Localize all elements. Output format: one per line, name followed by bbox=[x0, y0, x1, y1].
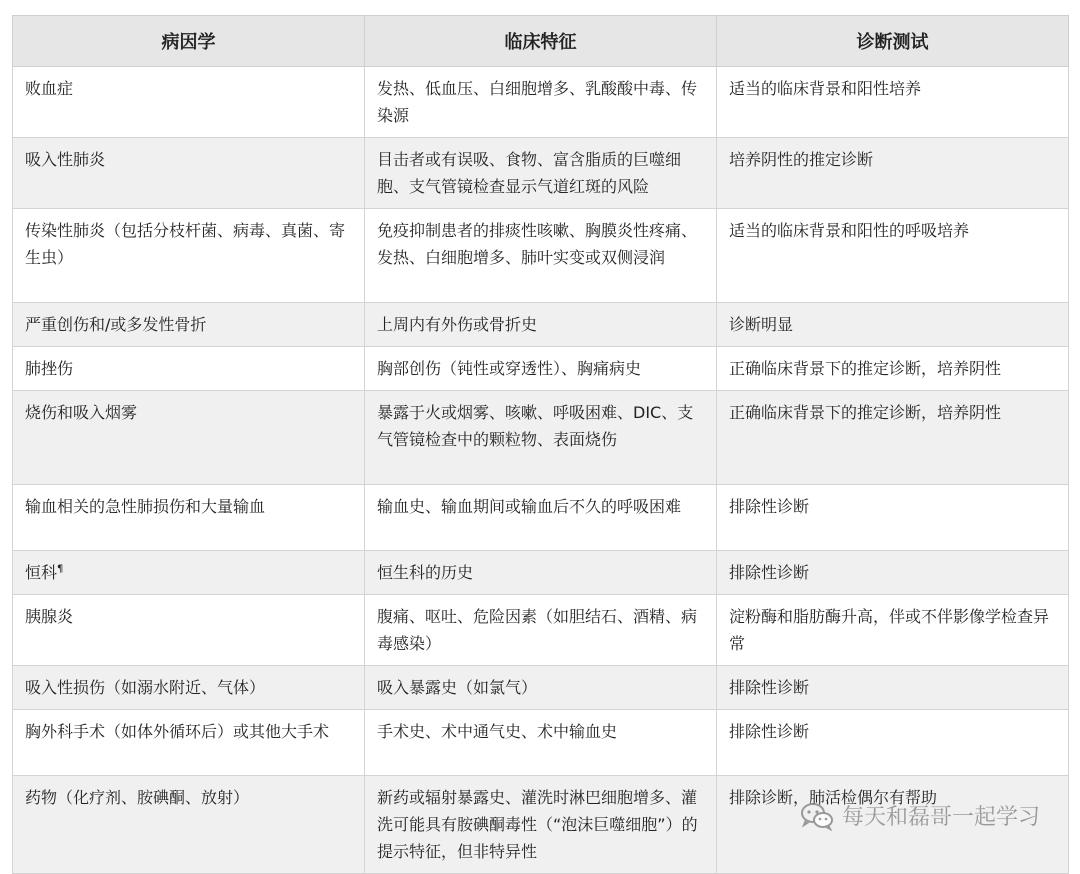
cell-etiology: 吸入性损伤（如溺水附近、气体） bbox=[13, 666, 365, 710]
cell-etiology: 传染性肺炎（包括分枝杆菌、病毒、真菌、寄生虫） bbox=[13, 209, 365, 303]
cell-test: 淀粉酶和脂肪酶升高，伴或不伴影像学检查异常 bbox=[717, 595, 1069, 666]
cell-etiology: 严重创伤和/或多发性骨折 bbox=[13, 303, 365, 347]
watermark-text: 每天和磊哥一起学习 bbox=[841, 805, 1040, 830]
cell-features: 免疫抑制患者的排痰性咳嗽、胸膜炎性疼痛、发热、白细胞增多、肺叶实变或双侧浸润 bbox=[365, 209, 717, 303]
cell-features: 腹痛、呕吐、危险因素（如胆结石、酒精、病毒感染） bbox=[365, 595, 717, 666]
cell-test: 排除性诊断 bbox=[717, 666, 1069, 710]
cell-etiology: 败血症 bbox=[13, 67, 365, 138]
cell-test: 排除性诊断 bbox=[717, 551, 1069, 595]
table-row bbox=[13, 485, 1069, 551]
header-clinical-features: 临床特征 bbox=[365, 16, 717, 67]
cell-features: 上周内有外伤或骨折史 bbox=[365, 303, 717, 347]
cell-test: 诊断明显 bbox=[717, 303, 1069, 347]
cell-test: 适当的临床背景和阳性的呼吸培养 bbox=[717, 209, 1069, 303]
table-header-row bbox=[13, 16, 1069, 67]
table-row bbox=[13, 595, 1069, 666]
table-row bbox=[13, 347, 1069, 391]
cell-features: 输血史、输血期间或输血后不久的呼吸困难 bbox=[365, 485, 717, 551]
cell-test: 适当的临床背景和阳性培养 bbox=[717, 67, 1069, 138]
table-row bbox=[13, 391, 1069, 485]
cell-etiology: 胸外科手术（如体外循环后）或其他大手术 bbox=[13, 710, 365, 776]
cell-features: 胸部创伤（钝性或穿透性）、胸痛病史 bbox=[365, 347, 717, 391]
etiology-table-container bbox=[12, 15, 1068, 874]
footnote-mark: ¶ bbox=[57, 563, 64, 575]
cell-etiology: 烧伤和吸入烟雾 bbox=[13, 391, 365, 485]
cell-features: 恒生科的历史 bbox=[365, 551, 717, 595]
cell-features: 吸入暴露史（如氯气） bbox=[365, 666, 717, 710]
table-row bbox=[13, 551, 1069, 595]
table-row bbox=[13, 209, 1069, 303]
cell-test: 排除性诊断 bbox=[717, 710, 1069, 776]
table-row bbox=[13, 710, 1069, 776]
table-row bbox=[13, 303, 1069, 347]
cell-etiology: 胰腺炎 bbox=[13, 595, 365, 666]
wechat-icon bbox=[800, 801, 834, 831]
cell-features: 发热、低血压、白细胞增多、乳酸酸中毒、传染源 bbox=[365, 67, 717, 138]
watermark bbox=[800, 800, 1040, 831]
cell-etiology: 吸入性肺炎 bbox=[13, 138, 365, 209]
cell-etiology bbox=[13, 551, 365, 595]
header-diagnostic-test: 诊断测试 bbox=[717, 16, 1069, 67]
cell-etiology: 药物（化疗剂、胺碘酮、放射） bbox=[13, 776, 365, 874]
cell-etiology: 输血相关的急性肺损伤和大量输血 bbox=[13, 485, 365, 551]
table-row bbox=[13, 666, 1069, 710]
cell-features: 新药或辐射暴露史、灌洗时淋巴细胞增多、灌洗可能具有胺碘酮毒性（“泡沫巨噬细胞”）的提示特征，但非特异性 bbox=[365, 776, 717, 874]
etiology-text: 恒科 bbox=[25, 563, 58, 582]
cell-test: 正确临床背景下的推定诊断，培养阴性 bbox=[717, 391, 1069, 485]
cell-test: 排除诊断，肺活检偶尔有帮助 bbox=[717, 776, 1069, 874]
cell-etiology: 肺挫伤 bbox=[13, 347, 365, 391]
cell-test: 排除性诊断 bbox=[717, 485, 1069, 551]
cell-test: 培养阴性的推定诊断 bbox=[717, 138, 1069, 209]
header-etiology: 病因学 bbox=[13, 16, 365, 67]
table-row bbox=[13, 138, 1069, 209]
cell-features: 暴露于火或烟雾、咳嗽、呼吸困难、DIC、支气管镜检查中的颗粒物、表面烧伤 bbox=[365, 391, 717, 485]
cell-features: 目击者或有误吸、食物、富含脂质的巨噬细胞、支气管镜检查显示气道红斑的风险 bbox=[365, 138, 717, 209]
etiology-table bbox=[12, 15, 1069, 874]
table-row bbox=[13, 67, 1069, 138]
cell-features: 手术史、术中通气史、术中输血史 bbox=[365, 710, 717, 776]
cell-test: 正确临床背景下的推定诊断，培养阴性 bbox=[717, 347, 1069, 391]
